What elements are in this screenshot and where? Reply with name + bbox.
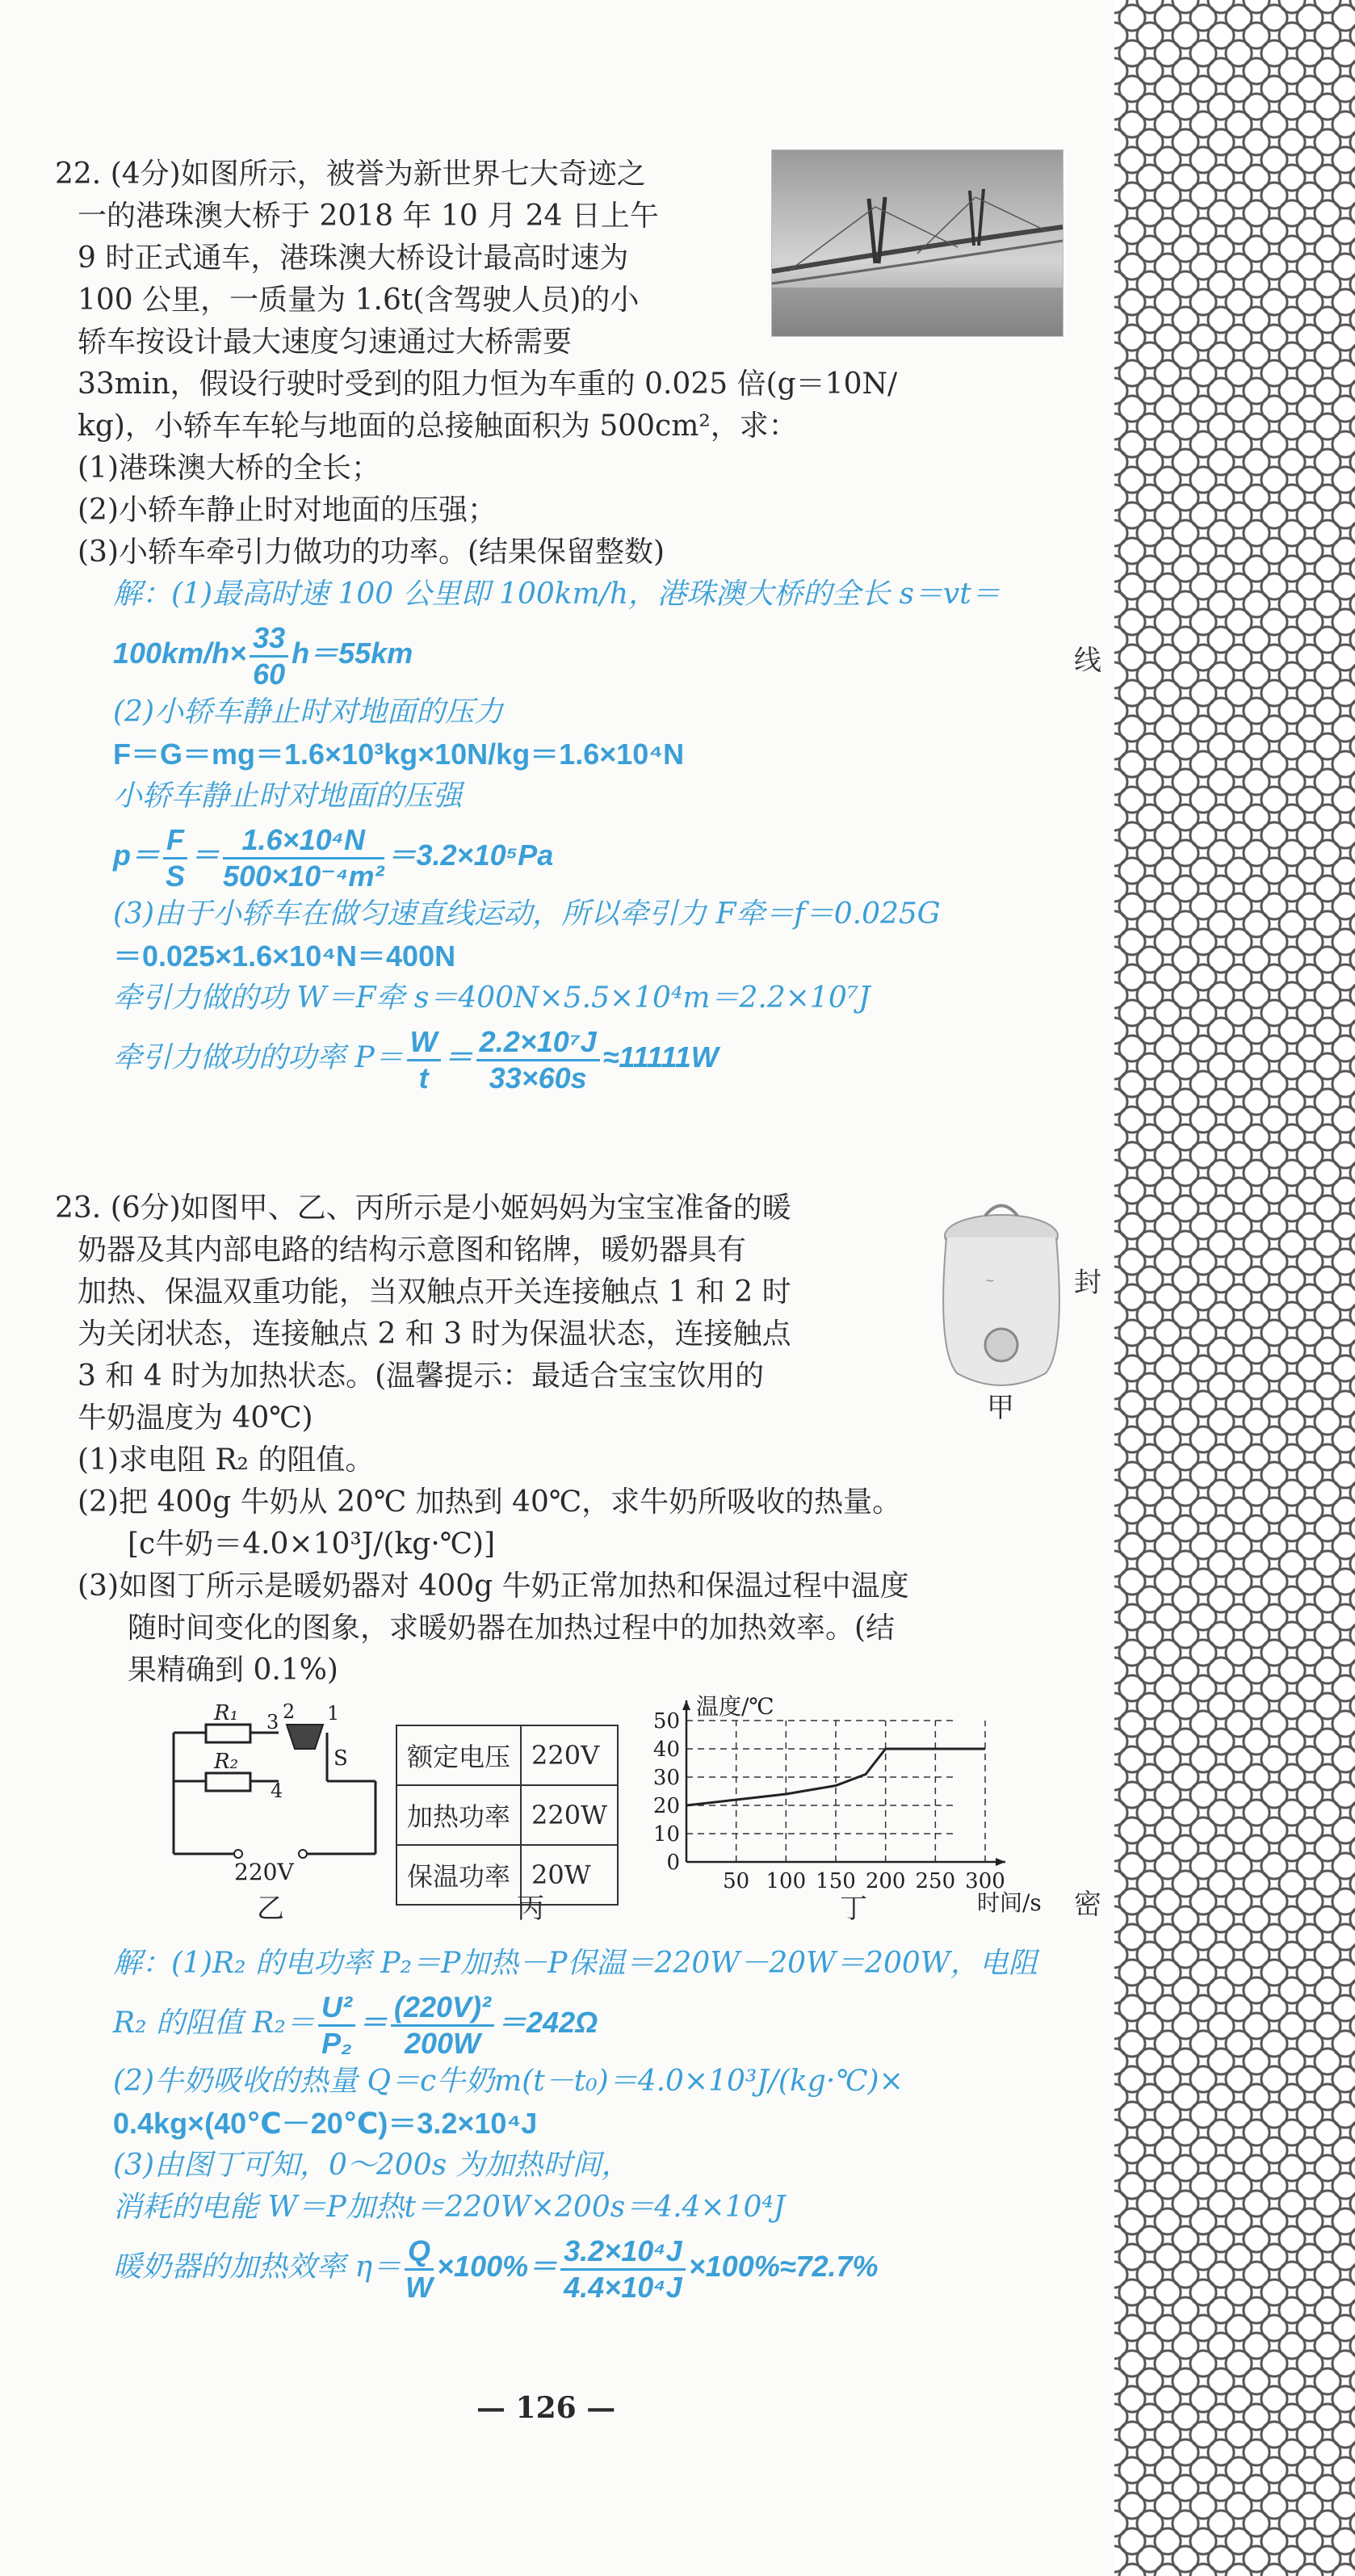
q22-line: 轿车按设计最大速度匀速通过大桥需要 (78, 326, 573, 359)
q22-line: (2)小轿车静止时对地面的压强； (78, 494, 497, 527)
spec-label: 加热功率 (396, 1785, 521, 1845)
q23-solution-text: ×100%≈72.7% (688, 2250, 879, 2283)
numerator: U² (318, 1990, 355, 2027)
q22-solution-line (113, 817, 1001, 893)
spec-value: 20W (521, 1845, 618, 1905)
q23-solution-text: R₂ 的阻值 R₂＝ (113, 2007, 315, 2040)
q23-line: (1)求电阻 R₂ 的阻值。 (78, 1443, 375, 1477)
equals-sign: ＝ (358, 2006, 388, 2039)
q23-solution-line (113, 1985, 1038, 2061)
numerator: Q (405, 2234, 434, 2271)
q22-solution (113, 574, 1001, 1095)
q23-solution (113, 1943, 1038, 2305)
fraction (405, 2234, 434, 2305)
denominator: P₂ (321, 2026, 352, 2060)
chart-y-tick-label: 20 (652, 1794, 680, 1818)
q22-solution-text: ＝3.2×10⁵Pa (387, 838, 554, 872)
q22-line: 22. (4分)如图所示，被誉为新世界七大奇迹之 (55, 158, 646, 191)
q23-solution-line: (2)牛奶吸收的热量 Q＝c牛奶m(t－t₀)＝4.0×10³J/(kg·℃)× (113, 2065, 904, 2098)
chart-x-tick-label: 200 (865, 1869, 906, 1893)
q22-line: 9 时正式通车，港珠澳大桥设计最高时速为 (78, 242, 629, 275)
q22-solution-line: 小轿车静止时对地面的压强 (113, 780, 463, 813)
q23-line: 23. (6分)如图甲、乙、丙所示是小姬妈妈为宝宝准备的暖 (55, 1191, 791, 1225)
fraction (318, 1990, 355, 2061)
fraction (560, 2234, 685, 2305)
equals-sign: ＝ (191, 838, 220, 872)
svg-text:~: ~ (985, 1275, 995, 1288)
voltage-label: 220V (234, 1859, 294, 1885)
q23-line: 为关闭状态，连接触点 2 和 3 时为保温状态，连接触点 (78, 1317, 791, 1351)
q22-line: kg)，小轿车车轮与地面的总接触面积为 500cm²，求： (78, 410, 798, 443)
nameplate-table (396, 1725, 619, 1906)
table-row (396, 1785, 618, 1845)
circuit-r2-label: R₂ (214, 1750, 238, 1774)
temperature-time-chart (646, 1688, 1042, 1916)
q22-solution-line: 牵引力做的功 W＝F牵 s＝400N×5.5×10⁴m＝2.2×10⁷J (113, 981, 870, 1015)
denominator: S (165, 859, 185, 893)
chart-x-tick-label: 250 (915, 1869, 956, 1893)
numerator: 33 (250, 621, 288, 658)
q22-solution-line: ＝0.025×1.6×10⁴N＝400N (113, 939, 456, 973)
fraction (407, 1025, 441, 1095)
denominator: 33×60s (489, 1061, 587, 1095)
chart-x-tick-label: 300 (965, 1869, 1005, 1893)
q22-line: 一的港珠澳大桥于 2018 年 10 月 24 日上午 (78, 200, 659, 233)
chart-x-axis-label: 时间/s (977, 1889, 1042, 1916)
table-row (396, 1845, 618, 1905)
table-row (396, 1725, 618, 1785)
denominator: 500×10⁻⁴m² (223, 859, 384, 893)
circuit-diagram (166, 1700, 400, 1885)
chart-x-tick-label: 150 (816, 1869, 856, 1893)
q23-line: 牛奶温度为 40℃) (78, 1401, 313, 1435)
page-number: — 126 — (476, 2391, 616, 2425)
spec-value: 220W (521, 1785, 618, 1845)
q23-line: (2)把 400g 牛奶从 20℃ 加热到 40℃，求牛奶所吸收的热量。 (78, 1486, 902, 1519)
numerator: 2.2×10⁷J (476, 1025, 600, 1061)
margin-label-xian: 线 (1074, 645, 1101, 677)
fraction (250, 621, 288, 691)
chart-y-tick-label: 50 (652, 1709, 680, 1733)
fraction (391, 1990, 494, 2061)
chart-y-tick-label: 30 (652, 1766, 680, 1790)
q23-line: (3)如图丁所示是暖奶器对 400g 牛奶正常加热和保温过程中温度 (78, 1570, 909, 1603)
q23-text (55, 1187, 909, 1691)
chart-y-axis-label: 温度/℃ (696, 1693, 774, 1720)
denominator: W (405, 2270, 434, 2304)
switch-label: S (334, 1746, 348, 1771)
q23-line: 加热、保温双重功能，当双触点开关连接触点 1 和 2 时 (78, 1275, 791, 1309)
denominator: t (418, 1061, 429, 1095)
q22-line: (1)港珠澳大桥的全长； (78, 452, 380, 485)
q22-solution-line: (2)小轿车静止时对地面的压力 (113, 695, 503, 729)
q23-solution-line: (3)由图丁可知，0～200s 为加热时间， (113, 2149, 631, 2182)
contact-4-label: 4 (271, 1780, 283, 1802)
q22-line: 100 公里，一质量为 1.6t(含驾驶人员)的小 (78, 284, 640, 317)
numerator: 3.2×10⁴J (560, 2234, 685, 2271)
q22-solution-line: (3)由于小轿车在做匀速直线运动，所以牵引力 F牵＝f＝0.025G (113, 897, 941, 931)
q22-solution-line (113, 1019, 1001, 1095)
numerator: (220V)² (391, 1990, 494, 2027)
denominator: 200W (404, 2026, 481, 2060)
q23-solution-text: 暖奶器的加热效率 η＝ (113, 2250, 402, 2284)
chart-x-arrow (996, 1858, 1005, 1866)
chart-y-tick-label: 40 (652, 1738, 680, 1762)
spec-value: 220V (521, 1725, 618, 1785)
bridge-photo (771, 149, 1063, 337)
chart-x-tick-label: 100 (766, 1869, 807, 1893)
spec-label: 保温功率 (396, 1845, 521, 1905)
numerator: W (407, 1025, 441, 1061)
chart-y-arrow (682, 1700, 690, 1710)
chart-x-tick-label: 50 (723, 1869, 750, 1893)
contact-2-label: 2 (283, 1700, 296, 1723)
numerator: F (163, 823, 187, 859)
fraction (163, 823, 187, 893)
equals-sign: ＝ (443, 1040, 473, 1074)
numerator: 1.6×10⁴N (223, 823, 384, 859)
q23-solution-text: ×100%＝ (437, 2250, 558, 2283)
q23-solution-text: ＝242Ω (497, 2006, 598, 2039)
q23-solution-line (113, 2229, 1038, 2305)
q22-solution-text: 100km/h× (113, 637, 247, 670)
contact-3-label: 3 (266, 1711, 279, 1733)
q22-solution-line: F＝G＝mg＝1.6×10³kg×10N/kg＝1.6×10⁴N (113, 738, 685, 771)
q22-solution-text: 牵引力做功的功率 P＝ (113, 1041, 404, 1074)
q22-line: 33min，假设行驶时受到的阻力恒为车重的 0.025 倍(g＝10N/ (78, 368, 898, 401)
fraction (476, 1025, 600, 1095)
margin-label-mi: 密 (1074, 1889, 1101, 1921)
q22-line: (3)小轿车牵引力做功的功率。(结果保留整数) (78, 536, 665, 569)
q23-solution-line: 0.4kg×(40℃－20℃)＝3.2×10⁴J (113, 2107, 538, 2140)
chart-y-tick-label: 10 (652, 1822, 680, 1847)
denominator: 60 (253, 657, 286, 691)
circuit-r1-label: R₁ (214, 1701, 238, 1725)
denominator: 4.4×10⁴J (564, 2270, 682, 2304)
chart-y-tick-label: 0 (666, 1851, 680, 1875)
q23-line: 3 和 4 时为加热状态。(温馨提示：最适合宝宝饮用的 (78, 1359, 765, 1393)
q23-line: 随时间变化的图象，求暖奶器在加热过程中的加热效率。(结 (128, 1612, 896, 1645)
spec-table (396, 1725, 619, 1906)
spec-label: 额定电压 (396, 1725, 521, 1785)
margin-label-feng: 封 (1074, 1267, 1101, 1299)
figure-caption-ding: 丁 (840, 1893, 867, 1925)
q23-line: [c牛奶＝4.0×10³J/(kg·℃)] (128, 1528, 496, 1561)
q22-solution-line: 解：(1)最高时速 100 公里即 100km/h，港珠澳大桥的全长 s＝vt＝ (113, 578, 1001, 611)
q23-solution-line: 解：(1)R₂ 的电功率 P₂＝P加热－P保温＝220W－20W＝200W，电阻 (113, 1947, 1038, 1980)
figure-caption-jia: 甲 (987, 1392, 1014, 1424)
decorative-border-pattern (1114, 0, 1355, 2576)
q23-line: 果精确到 0.1%) (128, 1654, 338, 1687)
q23-solution-line: 消耗的电能 W＝P加热t＝220W×200s＝4.4×10⁴J (113, 2191, 786, 2224)
fraction (223, 823, 384, 893)
milk-warmer-image (921, 1187, 1082, 1406)
q23-line: 奶器及其内部电路的结构示意图和铭牌，暖奶器具有 (78, 1233, 747, 1267)
q22-solution-text: ≈11111W (602, 1040, 719, 1074)
q22-solution-line (113, 616, 1001, 691)
figure-caption-bing: 丙 (517, 1893, 544, 1925)
contact-1-label: 1 (327, 1702, 340, 1725)
figure-caption-yi: 乙 (257, 1893, 284, 1925)
q22-solution-text: p＝ (113, 838, 160, 872)
q22-solution-text: h＝55km (292, 637, 413, 670)
